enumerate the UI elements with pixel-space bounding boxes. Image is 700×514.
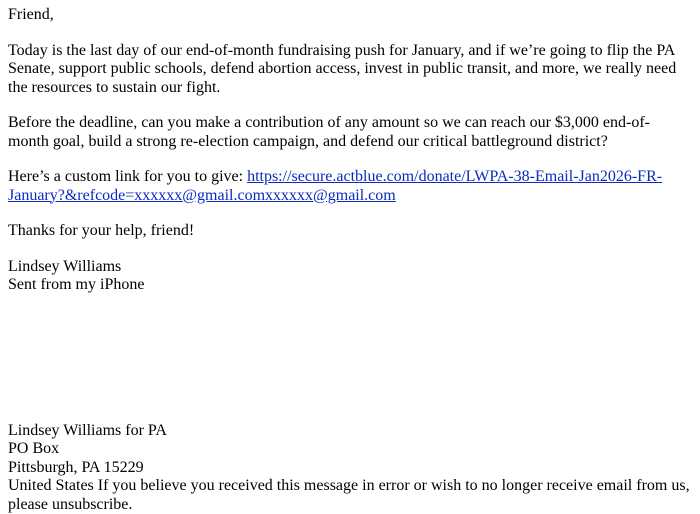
paragraph-fundraising-push: Today is the last day of our end-of-month fundraising push for January, and if we’re going to flip the PA Senate, support public schools, defend abortion access, invest in public transit, and more, we really need the resources to sustain our fight. (8, 42, 690, 98)
paragraph-contribution-ask: Before the deadline, can you make a contribution of any amount so we can reach our $3,000 end-of-month goal, build a strong re-election campaign, and defend our critical battleground district? (8, 114, 690, 151)
donate-link[interactable]: https://secure.actblue.com/donate/LWPA-38-Email-Jan2026-FR-January?&refcode=xxxxxx@gmail.comxxxxxx@gmail.com (8, 168, 662, 204)
footer-address-line2: Pittsburgh, PA 15229 (8, 459, 690, 478)
spacer (8, 312, 690, 422)
signature-name: Lindsey Williams (8, 258, 690, 277)
footer-address-line1: PO Box (8, 440, 690, 459)
thanks-text: Thanks for your help, friend! (8, 222, 690, 241)
greeting: Friend, (8, 6, 690, 25)
footer-org-name: Lindsey Williams for PA (8, 422, 690, 441)
signature-device: Sent from my iPhone (8, 276, 690, 295)
footer-disclaimer: United States If you believe you received this message in error or wish to no longer receive email from us, please unsubscribe. (8, 477, 690, 514)
footer (8, 422, 690, 514)
link-intro-text: Here’s a custom link for you to give: (8, 168, 247, 185)
paragraph-donate-link (8, 168, 690, 205)
signature (8, 258, 690, 295)
